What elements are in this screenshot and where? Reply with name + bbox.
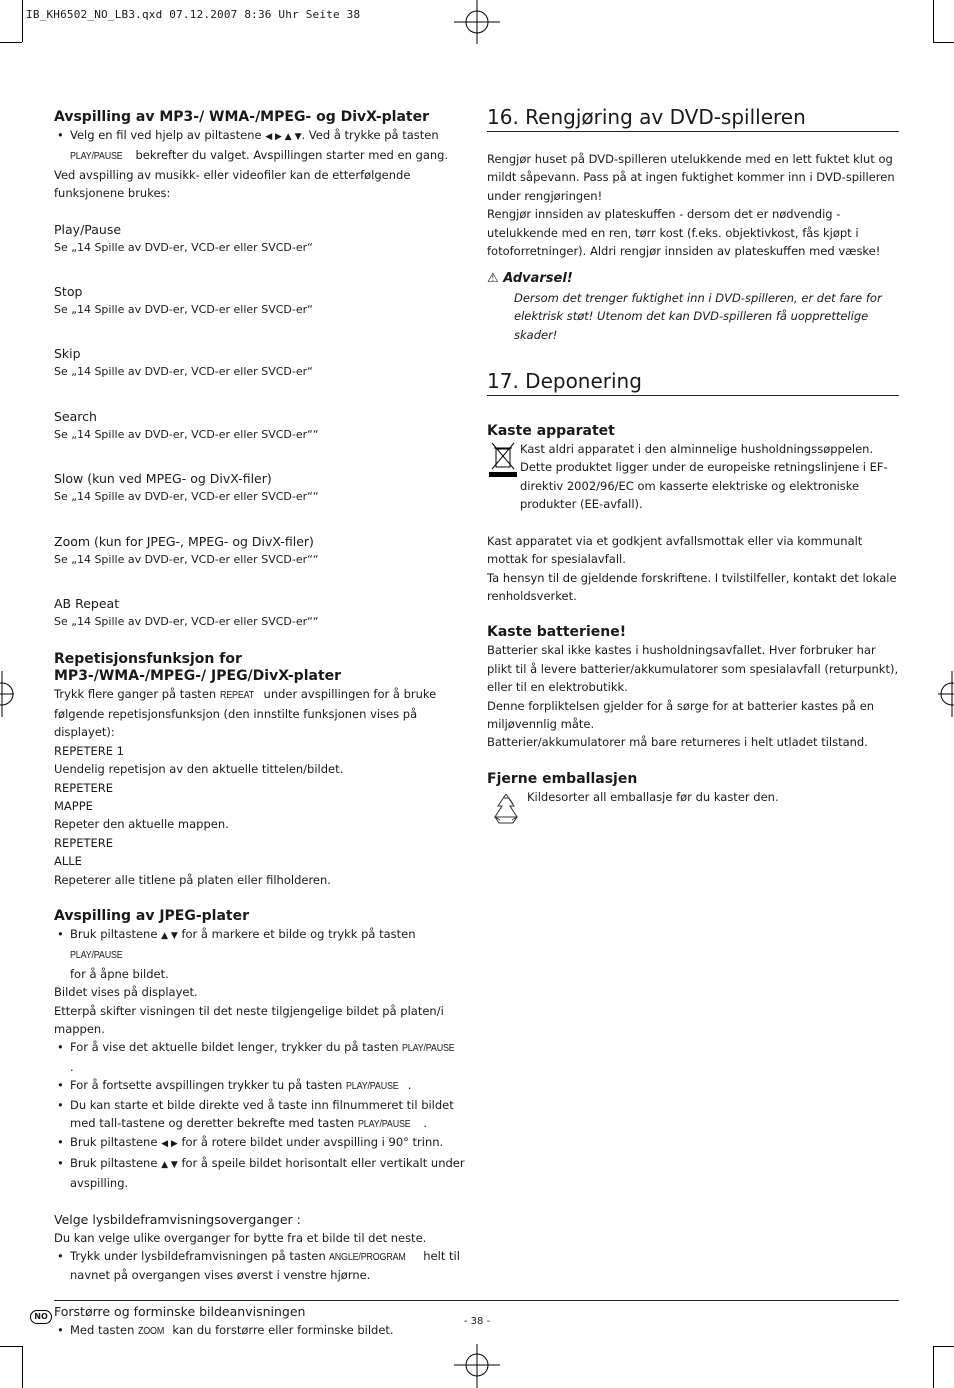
recycle-icon <box>487 790 525 826</box>
function-item <box>54 345 466 381</box>
crossed-bin-icon <box>489 440 517 478</box>
text: Du kan starte et bilde direkte ved å taste inn filnummeret til bildet med tall-tastene og deretter bekrefte med tasten <box>70 1097 454 1130</box>
text: for å åpne bildet. <box>70 966 169 981</box>
footer-rule <box>54 1300 899 1301</box>
crop-mark <box>933 0 934 42</box>
function-list <box>54 221 466 632</box>
disposal-text: Kast aldri apparatet i den alminnelige husholdningssøppelen. <box>520 442 874 457</box>
list-item: • For å fortsette avspillingen trykker tu på tasten PLAY/PAUSE . <box>54 1076 466 1095</box>
repeat-mode: MAPPE <box>54 798 93 813</box>
registration-mark-left <box>0 671 14 717</box>
function-item <box>54 221 466 257</box>
mp3-intro: Ved avspilling av musikk- eller videofiler kan de etterfølgende funksjonene brukes: <box>54 167 411 201</box>
warning-icon: ⚠ <box>487 271 499 287</box>
text: bekrefter du valget. Avspillingen starter med en gang. <box>135 148 449 163</box>
list-item <box>54 1154 466 1193</box>
list-item <box>54 1321 466 1340</box>
key-label: PLAY/PAUSE <box>70 150 123 163</box>
section-title-mp3: Avspilling av MP3-/ WMA-/MPEG- og DivX-plater <box>54 109 429 125</box>
key-label: PLAY/PAUSE <box>70 949 123 962</box>
jpeg-text: Etterpå skifter visningen til det neste tilgjengelige bildet på platen/i mappen. <box>54 1003 444 1036</box>
repeat-mode: REPETERE 1 <box>54 743 124 758</box>
crop-mark <box>22 0 23 42</box>
function-item <box>54 283 466 319</box>
subsection-title-zoom: Forstørre og forminske bildeanvisningen <box>54 1303 306 1319</box>
warning-title: Advarsel! <box>503 271 573 287</box>
text: Bruk piltastene <box>70 1135 158 1150</box>
crop-mark <box>933 1346 954 1347</box>
repeat-mode: REPETERE <box>54 835 114 850</box>
text: Trykk flere ganger på tasten <box>54 687 217 702</box>
registration-mark-bottom <box>454 1342 500 1388</box>
file-info-line: IB_KH6502_NO_LB3.qxd 07.12.2007 8:36 Uhr Seite 38 <box>26 8 361 21</box>
disposal-text: Ta hensyn til de gjeldende forskriftene. I tvilstilfeller, kontakt det lokale renholdsverket. <box>487 570 897 603</box>
jpeg-text: Bildet vises på displayet. <box>54 985 198 1000</box>
battery-text: Denne forpliktelsen gjelder for å sørge for at batterier kastes på en miljøvennlig måte. <box>487 698 875 731</box>
key-label: PLAY/PAUSE <box>357 1118 411 1130</box>
function-item <box>54 595 466 631</box>
function-ref: Se „14 Spille av DVD-er, VCD-er eller SVCD-er““ <box>54 615 319 629</box>
disposal-block <box>487 440 899 514</box>
crop-mark <box>22 1346 23 1388</box>
subsection-title-packaging: Fjerne emballasjen <box>487 770 638 787</box>
repeat-mode: REPETERE <box>54 780 114 795</box>
list-item: • Du kan starte et bilde direkte ved å taste inn filnummeret til bildet med tall-tastene og deretter bekrefte med tasten PLAY/PAUSE . <box>54 1096 466 1134</box>
battery-text: Batterier skal ikke kastes i husholdningsavfallet. Hver forbruker har plikt til å levere batterier/akkumulatorer som spesialavfall (returpunkt), eller til en elektrobutikk. <box>487 643 899 695</box>
list-item <box>54 925 466 983</box>
list-item: • For å vise det aktuelle bildet lenger, trykker du på tasten PLAY/PAUSE. <box>54 1038 466 1076</box>
text: for å rotere bildet under avspilling i 90° trinn. <box>181 1135 444 1150</box>
list-item <box>54 126 466 166</box>
left-column <box>54 108 466 1340</box>
s16-paragraph: Rengjør huset på DVD-spilleren utelukkende med en lett fuktet klut og mildt såpevann. Pass på at ingen fuktighet kommer inn i DVD-spilleren under rengjøringen! <box>487 152 895 203</box>
arrow-up-down-icon: ▲ ▼ <box>161 1159 178 1170</box>
zoom-bullets <box>54 1321 466 1340</box>
text: helt til navnet på overgangen vises øverst i venstre hjørne. <box>70 1249 460 1283</box>
arrow-up-down-icon: ▲ ▼ <box>161 930 178 941</box>
repeat-intro <box>54 685 466 741</box>
function-item <box>54 470 466 506</box>
packaging-text: Kildesorter all emballasje før du kaster den. <box>527 789 779 804</box>
key-label: ANGLE/PROGRAM <box>329 1251 407 1264</box>
s16-paragraph: Rengjør innsiden av plateskuffen - dersom det er nødvendig - utelukkende med en ren, tørr kost (f.eks. objektivkost, fås kjøpt i fotoforretninger). Aldri rengjør innsiden av plateskuffen med væske! <box>487 207 881 259</box>
warning-heading <box>487 270 899 288</box>
text: For å vise det aktuelle bildet lenger, trykker du på tasten <box>70 1040 399 1055</box>
jpeg-bullets-2 <box>54 1038 466 1192</box>
key-label: PLAY/PAUSE <box>345 1080 399 1093</box>
function-ref: Se „14 Spille av DVD-er, VCD-er eller SVCD-er““ <box>54 552 319 566</box>
mp3-bullet-list <box>54 126 466 166</box>
text: Bruk piltastene <box>70 1155 158 1170</box>
packaging-block <box>487 788 899 828</box>
subsection-title-slideshow: Velge lysbildeframvisningsoverganger : <box>54 1211 301 1227</box>
text: Trykk under lysbildeframvisningen på tasten <box>70 1249 326 1264</box>
function-item <box>54 533 466 569</box>
right-column <box>487 104 899 828</box>
subsection-title-batteries: Kaste batteriene! <box>487 624 627 641</box>
page-number: - 38 - <box>463 1316 491 1327</box>
section-title-jpeg: Avspilling av JPEG-plater <box>54 907 250 924</box>
function-ref: Se „14 Spille av DVD-er, VCD-er eller SVCD-er““ <box>54 427 319 441</box>
text: . Ved å trykke på tasten <box>301 128 439 142</box>
text: kan du forstørre eller forminske bildet. <box>172 1322 394 1337</box>
text: For å fortsette avspillingen trykker tu på tasten <box>70 1078 343 1093</box>
key-label: PLAY/PAUSE <box>402 1042 455 1055</box>
function-name: Skip <box>54 346 81 362</box>
slide-text: Du kan velge ulike overganger for bytte fra et bilde til det neste. <box>54 1230 427 1245</box>
section-title-16: 16. Rengjøring av DVD-spilleren <box>487 104 899 132</box>
text: Velg en fil ved hjelp av piltastene <box>70 128 262 142</box>
function-ref: Se „14 Spille av DVD-er, VCD-er eller SVCD-er“ <box>54 240 313 254</box>
crop-mark <box>0 1346 22 1347</box>
function-ref: Se „14 Spille av DVD-er, VCD-er eller SVCD-er“ <box>54 365 313 379</box>
repeat-desc: Repeterer alle titlene på platen eller filholderen. <box>54 872 331 887</box>
text: for å markere et bilde og trykk på tasten <box>181 926 416 941</box>
function-ref: Se „14 Spille av DVD-er, VCD-er eller SVCD-er“ <box>54 303 313 317</box>
function-name: Stop <box>54 284 83 300</box>
section-title-17: 17. Deponering <box>487 368 899 396</box>
jpeg-bullets-1 <box>54 925 466 983</box>
text: for å speile bildet horisontalt eller vertikalt under avspilling. <box>70 1155 465 1191</box>
repeat-desc: Repeter den aktuelle mappen. <box>54 817 229 832</box>
warning-text: Dersom det trenger fuktighet inn i DVD-spilleren, er det fare for elektrisk støt! Utenom det kan DVD-spilleren få uopprettelige skader! <box>514 290 882 342</box>
crop-mark <box>933 1346 934 1388</box>
function-name: Search <box>54 408 97 424</box>
registration-mark-top <box>454 0 500 46</box>
list-item <box>54 1133 466 1153</box>
text: Med tasten <box>70 1322 135 1337</box>
section-title-repeat: Repetisjonsfunksjon for MP3-/WMA-/MPEG-/ JPEG/DivX-plater <box>54 651 342 685</box>
text: Bruk piltastene <box>70 926 158 941</box>
arrow-left-right-icon: ◀ ▶ <box>161 1139 178 1150</box>
crop-mark <box>933 42 954 43</box>
function-name: Zoom (kun for JPEG-, MPEG- og DivX-filer) <box>54 533 314 549</box>
list-item <box>54 1247 466 1285</box>
slide-bullets <box>54 1247 466 1285</box>
key-label: ZOOM <box>138 1324 165 1337</box>
key-label: REPEAT <box>219 689 254 702</box>
function-ref: Se „14 Spille av DVD-er, VCD-er eller SVCD-er““ <box>54 490 319 504</box>
disposal-text: Kast apparatet via et godkjent avfallsmottak eller via kommunalt mottak for spesialavfall. <box>487 533 863 567</box>
arrow-keys-icon: ◀ ▶ ▲ ▼ <box>265 132 302 142</box>
registration-mark-right <box>938 671 954 717</box>
language-badge: NO <box>30 1310 52 1324</box>
crop-mark <box>0 42 22 43</box>
disposal-text: Dette produktet ligger under de europeiske retningslinjene i EF-direktiv 2002/96/EC om kasserte elektriske og elektroniske produkter (EE-avfall). <box>520 460 888 512</box>
function-name: AB Repeat <box>54 596 120 612</box>
battery-text: Batterier/akkumulatorer må bare returneres i helt utladet tilstand. <box>487 735 868 750</box>
repeat-mode: ALLE <box>54 854 82 869</box>
text: under avspillingen for å bruke følgende repetisjonsfunksjon (den innstilte funksjonen vises på displayet): <box>54 687 437 740</box>
repeat-desc: Uendelig repetisjon av den aktuelle tittelen/bildet. <box>54 762 344 777</box>
subsection-title-disposal: Kaste apparatet <box>487 423 615 440</box>
function-name: Slow (kun ved MPEG- og DivX-filer) <box>54 471 272 487</box>
function-item <box>54 408 466 444</box>
function-name: Play/Pause <box>54 221 122 237</box>
